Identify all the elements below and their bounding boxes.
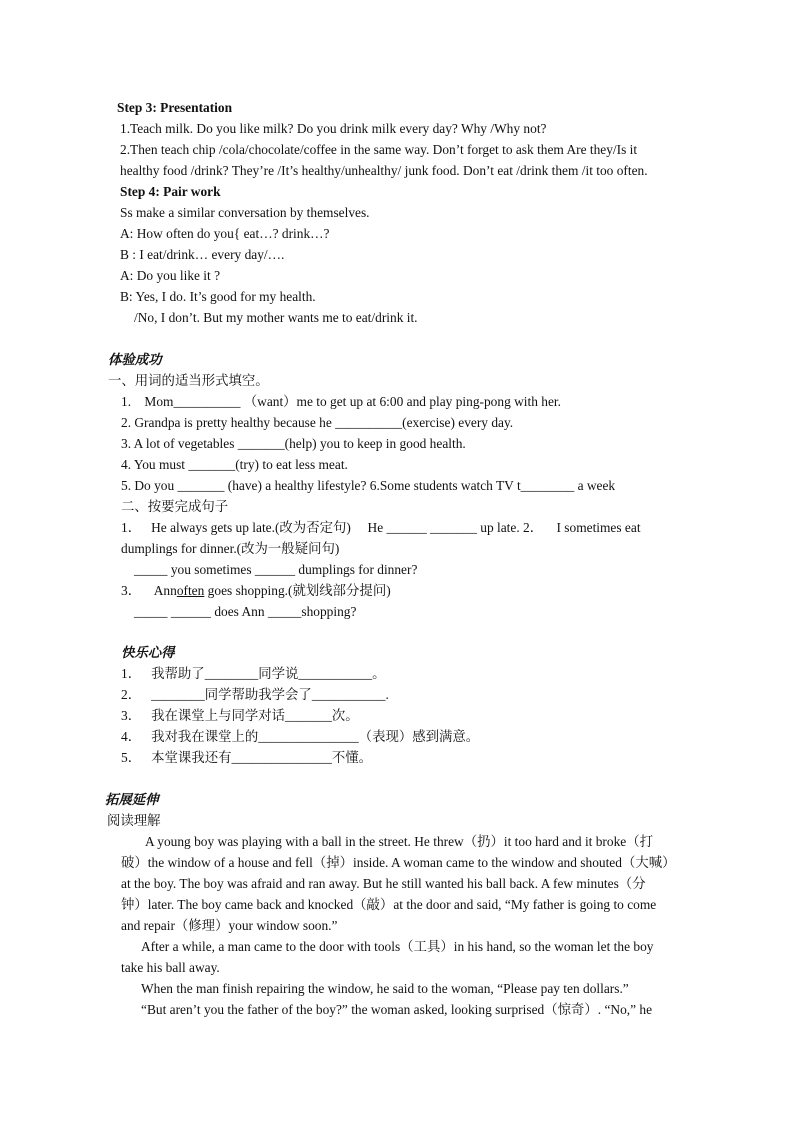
presentation-line: healthy food /drink? They’re /It’s healthy/unhealthy/ junk food. Don’t eat /drink them /it too often.	[120, 163, 648, 178]
pair-work-line: Ss make a similar conversation by themselves.	[120, 205, 370, 220]
fill-item: 2. Grandpa is pretty healthy because he __________(exercise) every day.	[121, 415, 514, 430]
rewrite-question-3	[121, 584, 391, 597]
reflection-heading: 快乐心得	[121, 645, 175, 660]
fill-item: 1. Mom__________ （want）me to get up at 6:00 and play ping-pong with her.	[121, 394, 561, 409]
reading-line: at the boy. The boy was afraid and ran away. But he still wanted his ball back. A few minutes（分	[121, 876, 646, 891]
reading-line: 钟）later. The boy came back and knocked（敲）at the door and said, “My father is going to come	[121, 897, 657, 912]
reading-line: A young boy was playing with a ball in the street. He threw（扔）it too hard and it broke（打	[145, 834, 654, 849]
pair-work-line: /No, I don’t. But my mother wants me to eat/drink it.	[134, 310, 418, 325]
experience-heading: 体验成功	[108, 352, 162, 367]
fill-item: 3. A lot of vegetables _______(help) you to keep in good health.	[121, 436, 466, 451]
step4-heading: Step 4: Pair work	[120, 184, 221, 199]
reading-line: and repair（修理）your window soon.”	[121, 918, 338, 933]
rewrite-q3-prefix: 3． Ann	[121, 583, 177, 598]
reading-line: 破）the window of a house and fell（掉）inside. A woman came to the window and shouted（大喊）	[121, 855, 676, 870]
fill-item: 5. Do you _______ (have) a healthy lifestyle? 6.Some students watch TV t________ a week	[121, 478, 616, 493]
step3-heading: Step 3: Presentation	[117, 100, 233, 115]
pair-work-line: B: Yes, I do. It’s good for my health.	[120, 289, 316, 304]
fill-item: 4. You must _______(try) to eat less meat.	[121, 457, 348, 472]
pair-work-line: B : I eat/drink… every day/….	[120, 247, 285, 262]
rewrite-q3-suffix: goes shopping.(就划线部分提问)	[204, 583, 391, 598]
reflection-item: 5． 本堂课我还有_______________不懂。	[121, 750, 373, 765]
reading-line: “But aren’t you the father of the boy?” the woman asked, looking surprised（惊奇）. “No,” he	[141, 1002, 653, 1017]
reflection-item: 3． 我在课堂上与同学对话_______次。	[121, 708, 359, 723]
reflection-item: 1． 我帮助了________同学说___________。	[121, 666, 386, 681]
pair-work-line: A: Do you like it ?	[120, 268, 221, 283]
presentation-line: 1.Teach milk. Do you like milk? Do you drink milk every day? Why /Why not?	[120, 121, 547, 136]
rewrite-line: dumplings for dinner.(改为一般疑问句)	[121, 541, 340, 556]
section1-title: 一、用词的适当形式填空。	[108, 373, 269, 388]
reading-line: After a while, a man came to the door with tools（工具）in his hand, so the woman let the boy	[141, 939, 654, 954]
section2-title: 二、按要完成句子	[121, 499, 229, 514]
rewrite-line: _____ ______ does Ann _____shopping?	[134, 604, 357, 619]
extension-heading: 拓展延伸	[105, 792, 159, 807]
underlined-word: often	[176, 583, 205, 598]
reading-subheading: 阅读理解	[107, 813, 161, 828]
presentation-line: 2.Then teach chip /cola/chocolate/coffee in the same way. Don’t forget to ask them Are they/Is it	[120, 142, 638, 157]
reading-line: take his ball away.	[121, 960, 220, 975]
reflection-item: 2． ________同学帮助我学会了___________.	[121, 687, 389, 702]
rewrite-line: _____ you sometimes ______ dumplings for dinner?	[134, 562, 418, 577]
rewrite-line: 1． He always gets up late.(改为否定句) He ______ _______ up late. 2． I sometimes eat	[121, 520, 641, 535]
reading-line: When the man finish repairing the window, he said to the woman, “Please pay ten dollars.”	[141, 981, 629, 996]
reflection-item: 4． 我对我在课堂上的_______________（表现）感到满意。	[121, 729, 480, 744]
pair-work-line: A: How often do you{ eat…? drink…?	[120, 226, 330, 241]
